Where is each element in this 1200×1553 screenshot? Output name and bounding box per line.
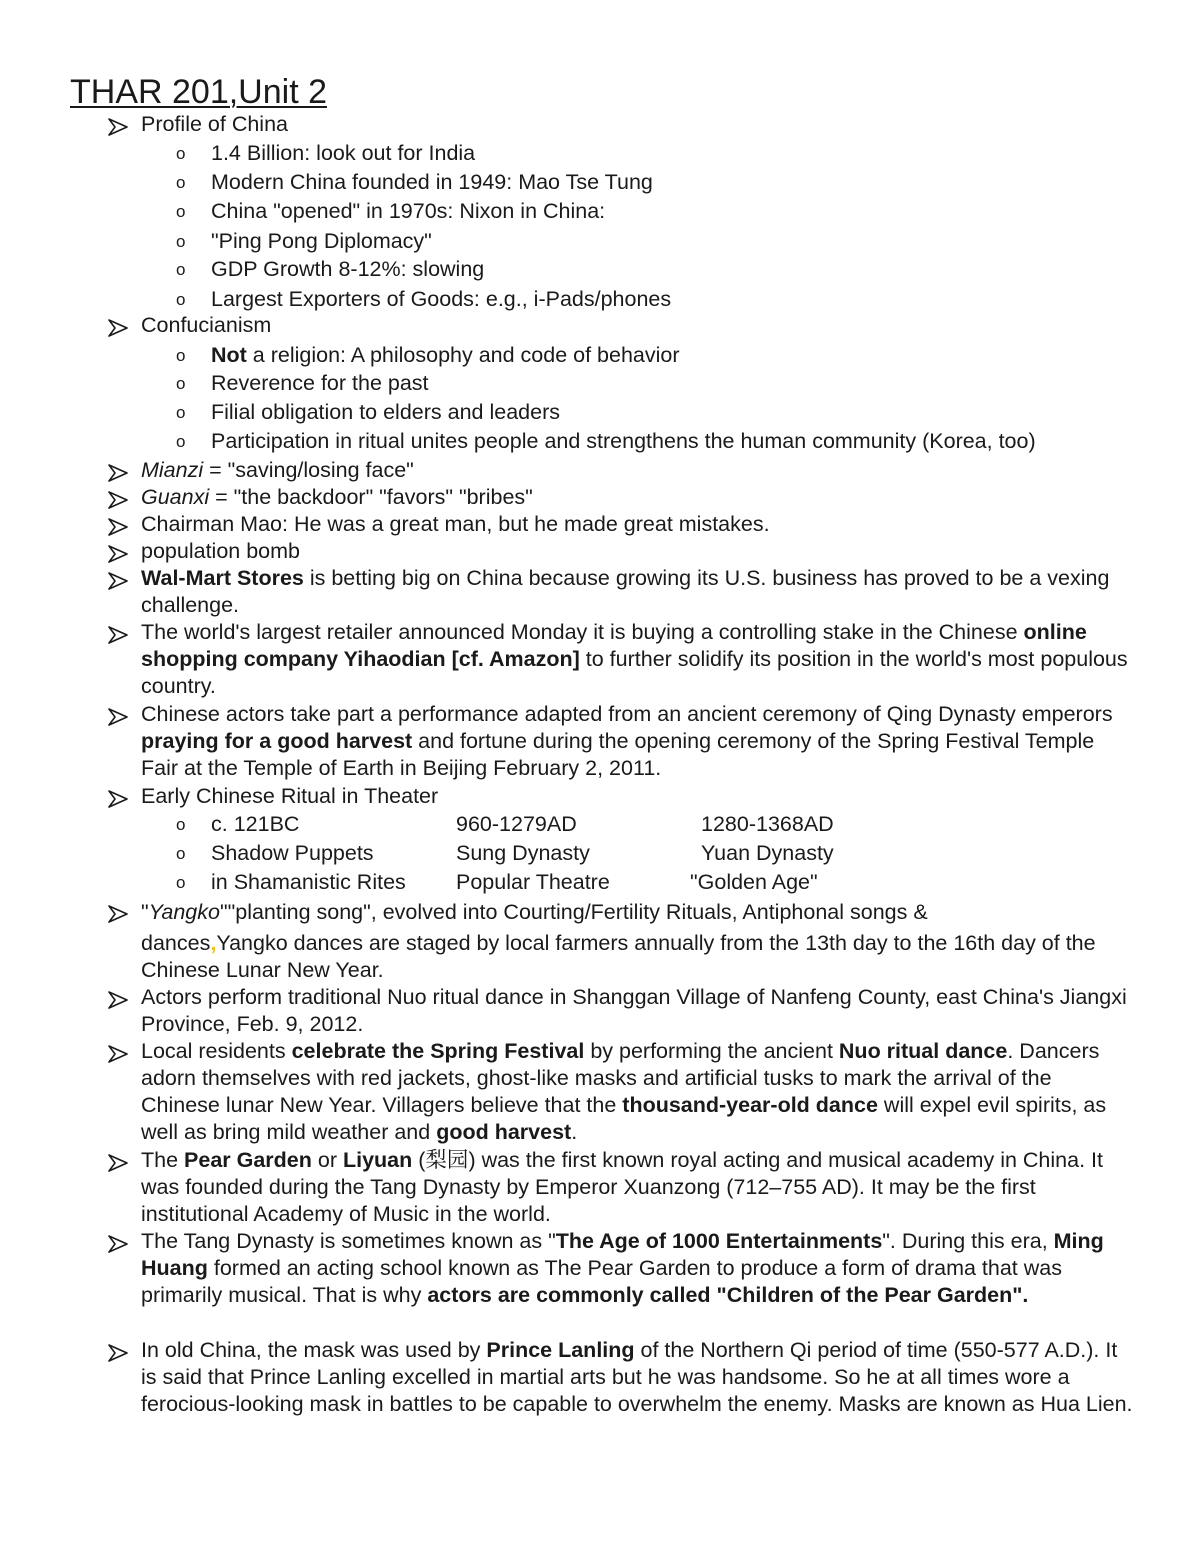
bullet-item — [141, 457, 1136, 484]
circle-bullet-icon: o — [176, 144, 186, 163]
section-heading: Early Chinese Ritual in Theater — [141, 784, 439, 808]
bullet-text: . — [571, 1120, 578, 1144]
arrow-bullet-icon — [107, 118, 129, 136]
bullet-item — [141, 1147, 1136, 1228]
bullet-item — [141, 1337, 1136, 1418]
emphasis: online shopping company Yihaodian [cf. Amazon] — [141, 620, 1087, 671]
circle-bullet-icon: o — [176, 873, 186, 892]
arrow-bullet-icon — [107, 491, 129, 509]
list-item: Largest Exporters of Goods: e.g., i-Pads/phones — [211, 287, 672, 311]
emphasis: actors are commonly called "Children of the Pear Garden". — [427, 1283, 1029, 1307]
emphasis: Not — [211, 343, 247, 367]
list-item: GDP Growth 8-12%: slowing — [211, 257, 485, 281]
bullet-text: ""planting song", evolved into Courting/Fertility Rituals, Antiphonal songs & — [219, 900, 928, 924]
table-cell: 1280-1368AD — [701, 812, 834, 836]
arrow-bullet-icon — [107, 991, 129, 1009]
table-cell: "Golden Age" — [690, 870, 818, 894]
arrow-bullet-icon — [107, 905, 129, 923]
bullet-item — [141, 701, 1136, 782]
term: Yangko — [148, 900, 220, 924]
arrow-bullet-icon — [107, 572, 129, 590]
list-item: Reverence for the past — [211, 371, 429, 395]
arrow-bullet-icon — [107, 518, 129, 536]
bullet-text: by performing the ancient — [584, 1039, 839, 1063]
bullet-text: ) was the first known royal acting and musical academy in China. It was founded during the Tang Dynasty by Emperor Xuanzong (712–755 AD). It may be the first institutional Academy of Music in the world. — [141, 1148, 1103, 1226]
bullet-text: and fortune during the opening ceremony of the Spring Festival Temple Fair at the Temple of Earth in Beijing February 2, 2011. — [141, 729, 1095, 780]
table-cell: 960-1279AD — [456, 812, 577, 836]
bullet-item — [141, 565, 1136, 619]
bullet-text: The world's largest retailer announced Monday it is buying a controlling stake in the Chinese — [141, 620, 1024, 644]
bullet-item — [141, 619, 1136, 700]
emphasis: Wal-Mart Stores — [141, 566, 304, 590]
bullet-text: . Dancers adorn themselves with red jackets, ghost-like masks and artificial tusks to mark the arrival of the Chinese lunar New Year. Villagers believe that the — [141, 1039, 1100, 1117]
bullet-item-continued — [141, 930, 1136, 984]
emphasis: Nuo ritual dance — [838, 1039, 1008, 1063]
list-item: "Ping Pong Diplomacy" — [211, 229, 432, 253]
bullet-text: to further solidify its position in the world's most populous country. — [141, 647, 1128, 698]
section-heading: Confucianism — [141, 313, 272, 337]
bullet-text: Chinese actors take part a performance adapted from an ancient ceremony of Qing Dynasty emperors — [141, 702, 1113, 726]
bullet-item: Actors perform traditional Nuo ritual dance in Shanggan Village of Nanfeng County, east China's Jiangxi Province, Feb. 9, 2012. — [141, 985, 1127, 1036]
bullet-item — [141, 1038, 1136, 1146]
emphasis: The Age of 1000 Entertainments — [555, 1229, 883, 1253]
bullet-text: Local residents — [141, 1039, 292, 1063]
bullet-item — [141, 1228, 1136, 1309]
list-item: Modern China founded in 1949: Mao Tse Tung — [211, 170, 653, 194]
emphasis: thousand-year-old dance — [622, 1093, 878, 1117]
table-cell: Sung Dynasty — [456, 841, 590, 865]
bullet-text: Yangko dances are staged by local farmers annually from the 13th day to the 16th day of the Chinese Lunar New Year. — [141, 931, 1096, 982]
bullet-text: ". During this era, — [882, 1229, 1054, 1253]
circle-bullet-icon: o — [176, 290, 186, 309]
bullet-item — [141, 484, 1136, 511]
arrow-bullet-icon — [107, 790, 129, 808]
highlight-mark: , — [210, 931, 217, 955]
list-item: China "opened" in 1970s: Nixon in China: — [211, 199, 606, 223]
circle-bullet-icon: o — [176, 346, 186, 365]
emphasis: praying for a good harvest — [141, 729, 413, 753]
emphasis: celebrate the Spring Festival — [291, 1039, 585, 1063]
term: Mianzi — [141, 458, 204, 482]
arrow-bullet-icon — [107, 464, 129, 482]
circle-bullet-icon: o — [176, 202, 186, 221]
page-title: THAR 201,Unit 2 — [70, 73, 327, 111]
definition: = "the backdoor" "favors" "bribes" — [209, 485, 533, 509]
circle-bullet-icon: o — [176, 173, 186, 192]
arrow-bullet-icon — [107, 1344, 129, 1362]
circle-bullet-icon: o — [176, 432, 186, 451]
bullet-text: will expel evil spirits, as well as bring mild weather and — [141, 1093, 1107, 1144]
circle-bullet-icon: o — [176, 403, 186, 422]
definition: = "saving/losing face" — [203, 458, 414, 482]
table-cell: c. 121BC — [211, 812, 300, 836]
emphasis: Prince Lanling — [486, 1338, 635, 1362]
bullet-text: The — [141, 1148, 185, 1172]
bullet-item: Chairman Mao: He was a great man, but he made great mistakes. — [141, 512, 770, 536]
term: Guanxi — [141, 485, 210, 509]
chinese-characters: 梨园 — [425, 1148, 469, 1172]
bullet-text: The Tang Dynasty is sometimes known as " — [141, 1229, 556, 1253]
table-cell: Popular Theatre — [456, 870, 610, 894]
list-item: Filial obligation to elders and leaders — [211, 400, 560, 424]
list-item: 1.4 Billion: look out for India — [211, 141, 476, 165]
list-item: Participation in ritual unites people and strengthens the human community (Korea, too) — [211, 429, 1036, 453]
emphasis: Pear Garden — [184, 1148, 312, 1172]
bullet-item: population bomb — [141, 539, 300, 563]
bullet-text: or — [311, 1148, 343, 1172]
bullet-text: is betting big on China because growing its U.S. business has proved to be a vexing challenge. — [141, 566, 1110, 617]
circle-bullet-icon: o — [176, 844, 186, 863]
table-cell: Yuan Dynasty — [701, 841, 834, 865]
arrow-bullet-icon — [107, 1045, 129, 1063]
emphasis: Liyuan — [342, 1148, 413, 1172]
circle-bullet-icon: o — [176, 260, 186, 279]
arrow-bullet-icon — [107, 1235, 129, 1253]
arrow-bullet-icon — [107, 1154, 129, 1172]
arrow-bullet-icon — [107, 545, 129, 563]
bullet-text: " — [141, 900, 149, 924]
bullet-text: dances — [141, 931, 211, 955]
circle-bullet-icon: o — [176, 374, 186, 393]
bullet-item — [141, 899, 1136, 926]
list-item — [211, 342, 1136, 369]
list-item-text: a religion: A philosophy and code of behavior — [246, 343, 680, 367]
bullet-text: In old China, the mask was used by — [141, 1338, 487, 1362]
circle-bullet-icon: o — [176, 232, 186, 251]
bullet-text: formed an acting school known as The Pear Garden to produce a form of drama that was primarily musical. That is why — [141, 1256, 1062, 1307]
arrow-bullet-icon — [107, 708, 129, 726]
section-heading: Profile of China — [141, 112, 288, 136]
arrow-bullet-icon — [107, 319, 129, 337]
table-cell: Shadow Puppets — [211, 841, 374, 865]
circle-bullet-icon: o — [176, 815, 186, 834]
emphasis: Ming Huang — [141, 1229, 1104, 1280]
emphasis: good harvest — [436, 1120, 572, 1144]
arrow-bullet-icon — [107, 626, 129, 644]
bullet-text: ( — [412, 1148, 426, 1172]
bullet-text: of the Northern Qi period of time (550-577 A.D.). It is said that Prince Lanling excelled in martial arts but he was handsome. So he at all times wore a ferocious-looking mask in battles to be capable to overwhelm the enemy. Masks are known as Hua Lien. — [141, 1338, 1133, 1416]
table-cell: in Shamanistic Rites — [211, 870, 406, 894]
